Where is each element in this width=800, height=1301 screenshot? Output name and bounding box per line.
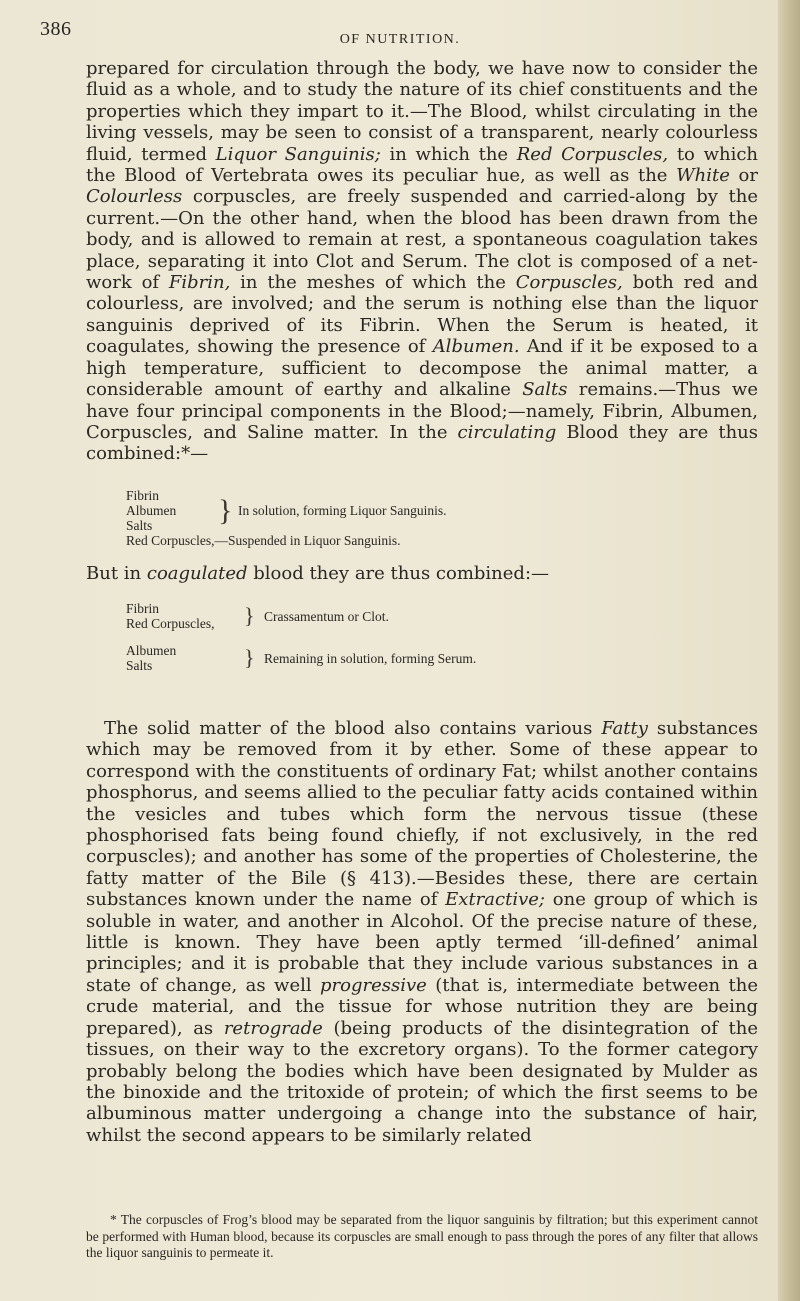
brace-icon: } <box>244 603 255 628</box>
italic-term: White <box>676 165 730 187</box>
text-run: But in <box>86 563 147 584</box>
italic-term: Extractive; <box>445 889 545 911</box>
table-item: Fibrin <box>126 601 160 616</box>
italic-term: Salts <box>522 379 568 401</box>
italic-term: circulating <box>457 421 557 443</box>
table-items <box>126 488 218 533</box>
italic-term: Albumen. <box>432 336 520 358</box>
table-item: Red Corpuscles, <box>126 616 215 631</box>
italic-term: Corpuscles, <box>515 272 623 294</box>
table-extra-line: Red Corpuscles,—Suspended in Liquor Sanguinis. <box>126 533 401 548</box>
text-run: And if it be exposed to a high temperature, sufficient to decompose the animal matter, a considerable amount of earthy and alkaline <box>86 336 758 401</box>
text-run: The solid matter of the blood also contains various <box>104 718 602 739</box>
text-run: in the meshes of which the <box>230 272 516 294</box>
brace-icon: } <box>218 493 233 527</box>
footnote-text: * The corpuscles of Frog’s blood may be separated from the liquor sanguinis by filtration; but this experiment cannot be performed with Human blood, because its corpuscles are small enough to pass through the pores of any filter that allows the liquor sanguinis to permeate it. <box>86 1212 758 1260</box>
table-group <box>126 601 686 631</box>
page-header <box>40 14 760 54</box>
italic-term: Fatty <box>601 718 648 739</box>
page-number: 386 <box>40 18 72 40</box>
between-text <box>86 563 758 584</box>
brace-icon: } <box>244 645 255 670</box>
text-run: substances which may be removed from it by ether. Some of these appear to correspond with the constituents of ordinary Fat; whilst another contains phosphorus, and seems allied to the peculiar fatty acids contained within the vesicles and tubes which form the nervous tissue (these phosphorised fats being found chiefly, if not exclusively, in the red corpuscles); and another has some of the properties of Cholesterine, the fatty matter of the Bile (§ 413).—Besides these, there are certain substances known under the name of <box>86 718 759 911</box>
italic-term: retrograde <box>223 1017 323 1039</box>
italic-term: Fibrin, <box>168 272 231 294</box>
table-items <box>126 643 244 673</box>
table-result: Crassamentum or Clot. <box>264 608 389 624</box>
italic-term: progressive <box>320 974 427 996</box>
paragraph-2 <box>86 718 758 1146</box>
paragraph-1 <box>86 58 758 465</box>
text-run: in which the <box>380 143 517 165</box>
table-group <box>126 488 646 533</box>
paragraph-2-text <box>86 718 758 1146</box>
table-item: Salts <box>126 658 153 673</box>
text-run: remains.—Thus we have four principal components in the Blood;—namely, Fibrin, Albumen, Corpuscles, and Saline matter. In the <box>86 379 758 443</box>
page-edge-shadow <box>778 0 800 1301</box>
table-result: Remaining in solution, forming Serum. <box>264 650 477 666</box>
table-item: Salts <box>126 518 153 533</box>
table-items <box>126 601 244 631</box>
table-group <box>126 643 686 673</box>
italic-term: Liquor Sanguinis; <box>215 143 381 165</box>
italic-term: Red Corpuscles, <box>516 143 669 165</box>
italic-term: Colourless <box>86 186 183 208</box>
text-run: or <box>729 165 758 187</box>
text-run: one group of which is soluble in water, and another in Alcohol. Of the precise nature of these, little is known. They have been aptly termed ‘ill-defined’ animal principles; and it is probable that they include various substances in a state of change, as well <box>86 889 758 996</box>
text-run: prepared for circulation through the body, we have now to consider the fluid as a whole, and to study the nature of its chief constituents and the properties which they impart to it.—The Blood, whilst circulating in the living vessels, may be seen to consist of a transparent, nearly colourless fluid, termed <box>86 58 758 165</box>
text-run: (that is, intermediate between the crude material, and the tissue for whose nutrition they are being prepared), as <box>86 974 758 1039</box>
table-item: Albumen <box>126 643 177 658</box>
table-item: Fibrin <box>126 488 160 503</box>
text-run: blood they are thus combined:— <box>247 563 550 584</box>
running-head: OF NUTRITION. <box>339 32 461 47</box>
circulating-blood-table <box>126 488 646 548</box>
text-run: to which the Blood of Vertebrata owes its peculiar hue, as well as the <box>86 143 758 187</box>
text-run: (being products of the disintegration of the tissues, on their way to the excretory organs). To the former category probably belong the bodies which have been designated by Mulder as the binoxide and the tritoxide of protein; of which the first seems to be albuminous matter undergoing a change into the substance of hair, whilst the second appears to be similarly related <box>86 1017 758 1146</box>
table-item: Albumen <box>126 503 177 518</box>
coagulated-blood-table <box>126 601 686 673</box>
footnote <box>86 1212 758 1262</box>
table-result: In solution, forming Liquor Sanguinis. <box>238 503 447 518</box>
italic-term: coagulated <box>146 563 248 584</box>
text-run: Blood they are thus combined:*— <box>86 421 759 465</box>
paragraph-1-text <box>86 58 758 465</box>
text-run: both red and colourless, are involved; and the serum is nothing else than the liquor sanguinis deprived of its Fibrin. When the Serum is heated, it coagulates, showing the presence of <box>86 272 759 358</box>
text-run: corpuscles, are freely suspended and carried-along by the current.—On the other hand, when the blood has been drawn from the body, and is allowed to remain at rest, a spontaneous coagulation takes place, separating it into Clot and Serum. The clot is composed of a net-work of <box>86 186 758 294</box>
